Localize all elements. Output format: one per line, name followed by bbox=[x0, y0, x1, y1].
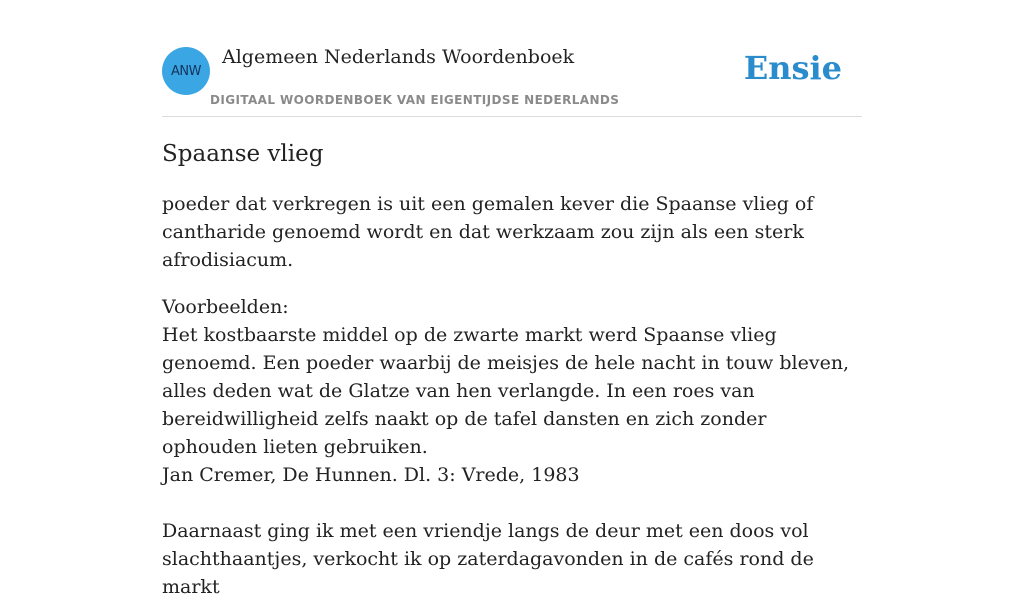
site-title[interactable]: Algemeen Nederlands Woordenboek bbox=[222, 46, 575, 68]
entry-content bbox=[162, 138, 867, 601]
entry-definition: poeder dat verkregen is uit een gemalen kever die Spaanse vlieg of cantharide genoemd wordt en dat werkzaam zou zijn als een sterk afrodisiacum. bbox=[162, 193, 814, 271]
logo-text: ANW bbox=[171, 63, 201, 79]
example-source: Jan Cremer, De Hunnen. Dl. 3: Vrede, 1983 bbox=[162, 464, 580, 486]
entry-term: Spaanse vlieg bbox=[162, 141, 324, 167]
site-subtitle: DIGITAAL WOORDENBOEK VAN EIGENTIJDSE NEDERLANDS bbox=[210, 93, 620, 107]
ensie-brand-link[interactable]: Ensie bbox=[743, 49, 842, 87]
example-text: Daarnaast ging ik met een vriendje langs de deur met een doos vol slachthaantjes, verkocht ik op zaterdagavonden in de cafés rond de markt bbox=[162, 520, 814, 598]
anw-logo[interactable] bbox=[162, 47, 210, 95]
examples-label: Voorbeelden: bbox=[162, 296, 289, 318]
example-text: Het kostbaarste middel op de zwarte markt werd Spaanse vlieg genoemd. Een poeder waarbij de meisjes de hele nacht in touw bleven, alles deden wat de Glatze van hen verlangde. In een roes van bereidwilligheid zelfs naakt op de tafel dansten en zich zonder ophouden lieten gebruiken. bbox=[162, 324, 850, 458]
site-header bbox=[162, 44, 862, 117]
